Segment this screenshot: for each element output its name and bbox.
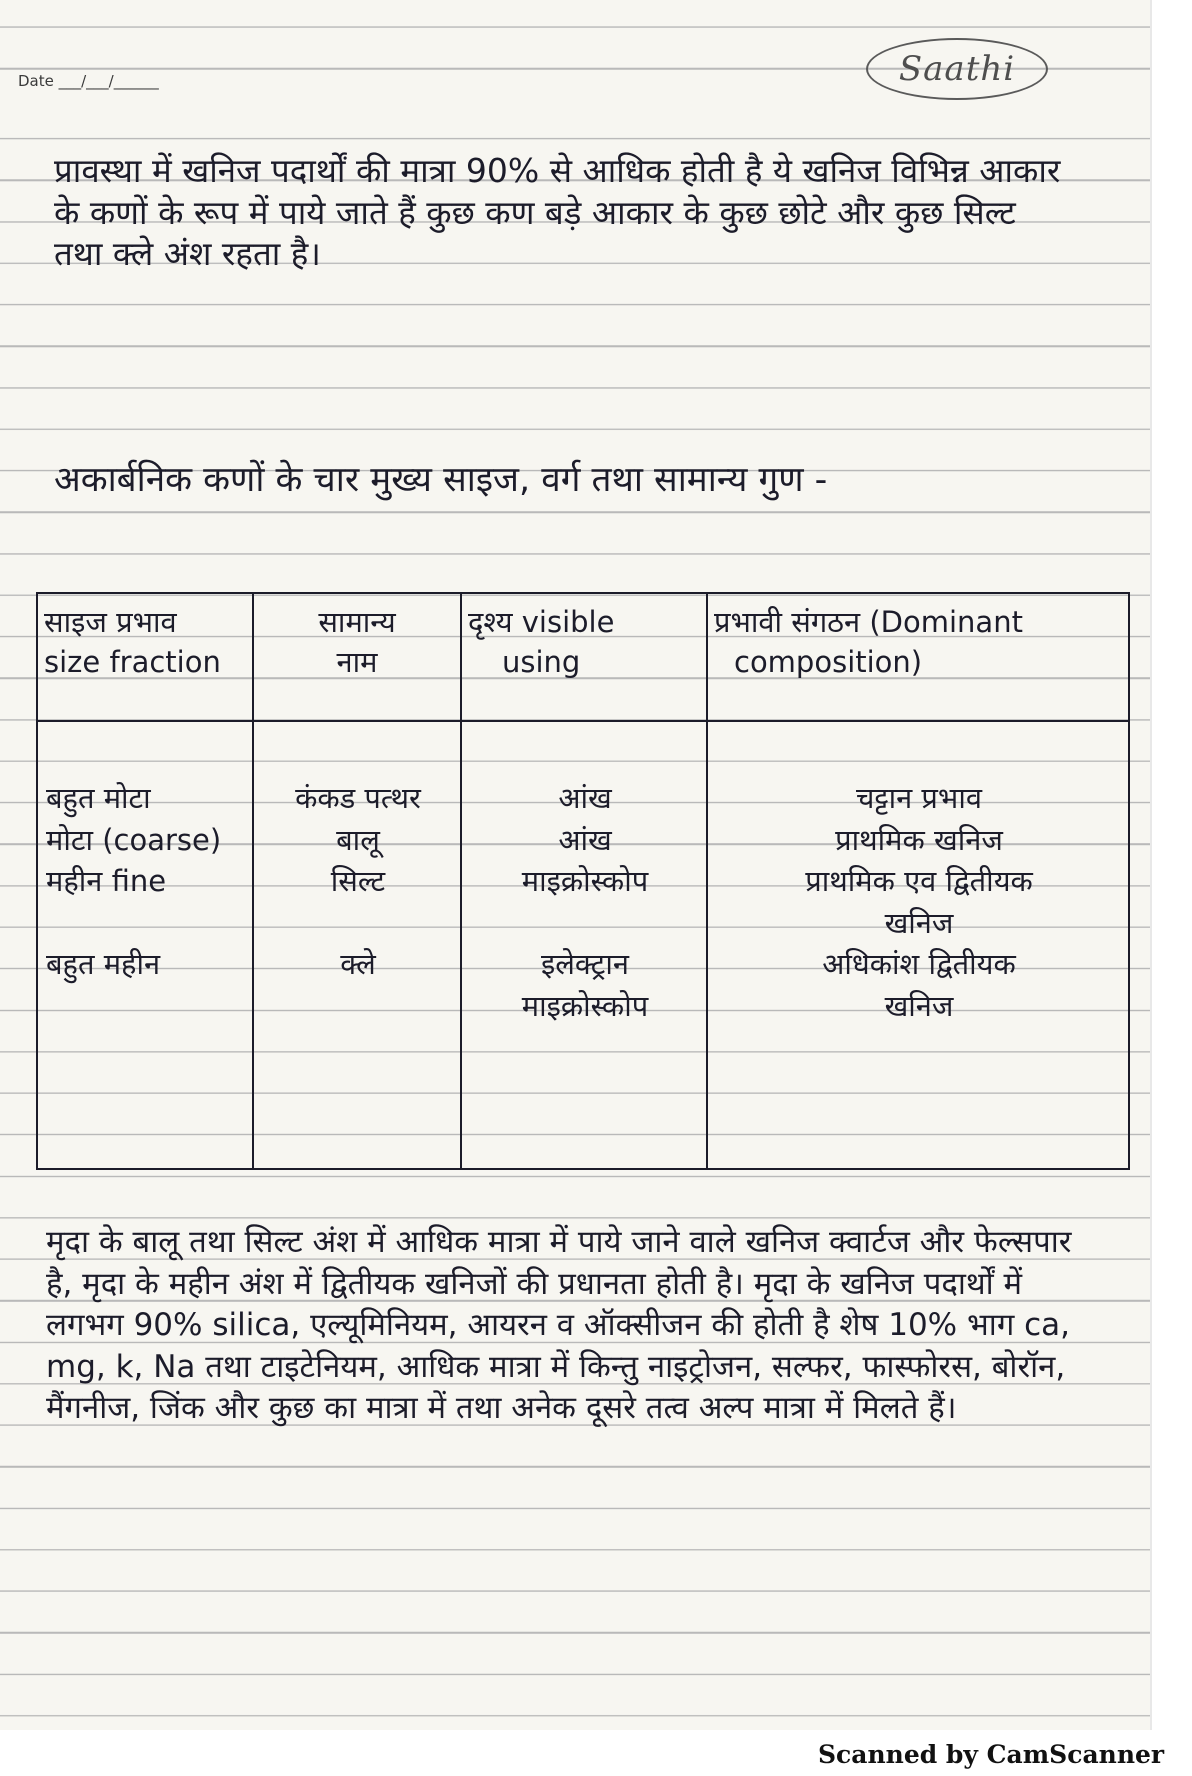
cell-line: सिल्ट <box>330 864 386 898</box>
common-name-cell <box>253 721 461 1169</box>
cell-line: प्राथमिक खनिज <box>835 822 1003 857</box>
section-heading: अकार्बनिक कणों के चार मुख्य साइज, वर्ग तथा सामान्य गुण - <box>54 460 828 500</box>
cell-line: बालू <box>336 822 380 857</box>
dominant-composition-cell <box>707 721 1129 1169</box>
visible-using-cell <box>461 721 707 1169</box>
cell-line: क्ले <box>340 947 376 981</box>
header-text: using <box>502 645 581 679</box>
cell-line: अधिकांश द्वितीयक <box>822 947 1016 981</box>
header-dominant-composition <box>707 593 1129 721</box>
header-text: दृश्य visible <box>468 605 615 639</box>
table-header-row <box>37 593 1129 721</box>
cell-line: मोटा (coarse) <box>46 822 222 857</box>
saathi-logo <box>866 38 1048 100</box>
header-text: composition) <box>734 645 923 679</box>
scanner-watermark: Scanned by CamScanner <box>818 1740 1165 1769</box>
cell-line: इलेक्ट्रान <box>541 947 629 981</box>
cell-line: कंकड पत्थर <box>295 781 421 815</box>
cell-line: बहुत महीन <box>46 947 161 981</box>
header-size-fraction <box>37 593 253 721</box>
cell-line: आंख <box>558 781 612 815</box>
header-text: नाम <box>336 645 378 679</box>
cell-line: खनिज <box>884 988 954 1023</box>
cell-line: माइक्रोस्कोप <box>521 988 649 1023</box>
header-text: प्रभावी संगठन (Dominant <box>714 605 1023 639</box>
header-text: सामान्य <box>318 605 396 639</box>
cell-line: आंख <box>558 822 612 857</box>
intro-paragraph: प्रावस्था में खनिज पदार्थों की मात्रा 90% से आधिक होती है ये खनिज विभिन्न आकार के कणों के रूप में पाये जाते हैं कुछ कण बड़े आकार के कुछ छोटे और कुछ सिल्ट तथा क्ले अंश रहता है। <box>54 151 1061 273</box>
cell-line: प्राथमिक एव द्वितीयक <box>805 864 1033 898</box>
cell-line: बहुत मोटा <box>46 781 151 815</box>
header-visible-using <box>461 593 707 721</box>
particle-size-table <box>36 592 1130 1170</box>
cell-line: खनिज <box>884 905 954 940</box>
header-text: साइज प्रभाव <box>44 605 177 639</box>
date-field: Date ___/___/______ <box>18 72 159 90</box>
table-body-row <box>37 721 1129 1169</box>
conclusion-paragraph: मृदा के बालू तथा सिल्ट अंश में आधिक मात्रा में पाये जाने वाले खनिज क्वार्टज और फेल्सपार है, मृदा के महीन अंश में द्वितीयक खनिजों की प्रधानता होती है। मृदा के खनिज पदार्थों में लगभग 90% silica, एल्यूमिनियम, आयरन व ऑक्सीजन की होती है शेष 10% भाग ca, mg, k, Na तथा टाइटेनियम, आधिक मात्रा में किन्तु नाइट्रोजन, सल्फर, फास्फोरस, बोरॉन, मैंगनीज, जिंक और कुछ का मात्रा में तथा अनेक दूसरे तत्व अल्प मात्रा में मिलते हैं। <box>46 1224 1072 1426</box>
brand-name: Saathi <box>898 49 1016 89</box>
header-text: size fraction <box>44 645 221 679</box>
cell-line: चट्टान प्रभाव <box>856 781 982 815</box>
header-common-name <box>253 593 461 721</box>
cell-line: महीन fine <box>46 864 167 898</box>
cell-line: माइक्रोस्कोप <box>521 864 649 898</box>
size-fraction-cell <box>37 721 253 1169</box>
